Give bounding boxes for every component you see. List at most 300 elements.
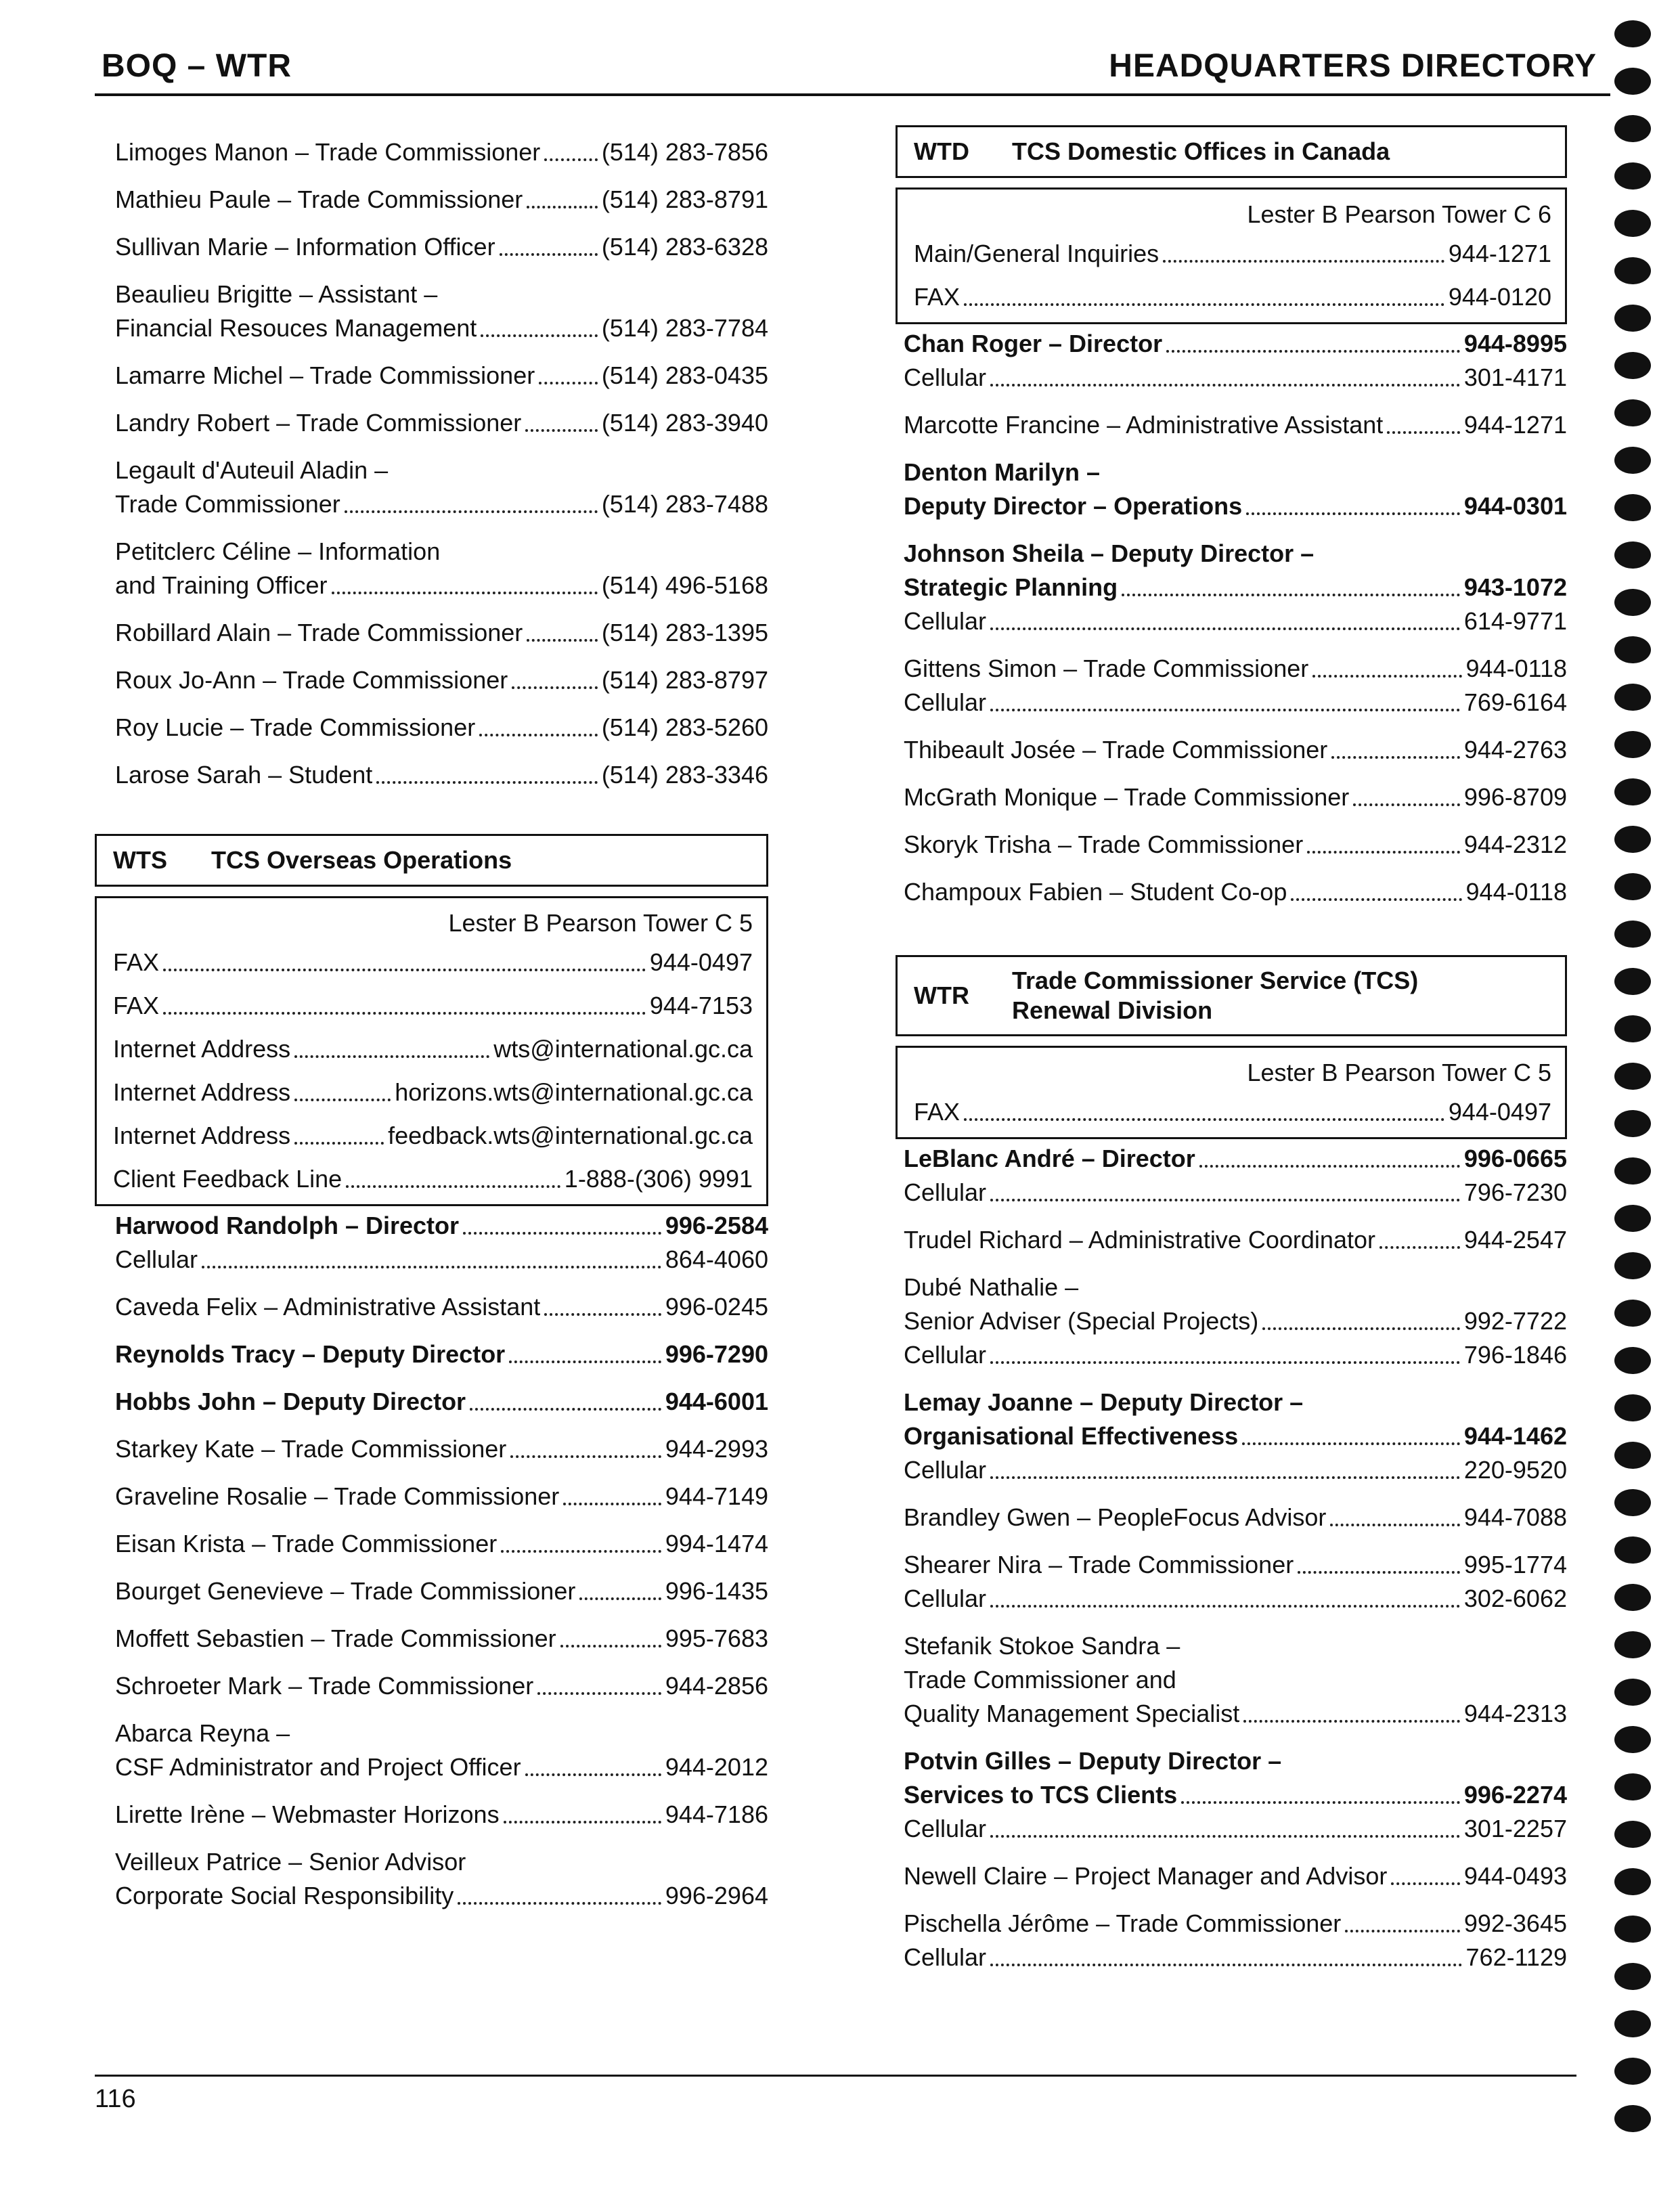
wtr-entry-row-value: 992-7722: [1463, 1307, 1567, 1335]
wts-entry-row-leader: [501, 1550, 661, 1553]
wts-entry-row-leader: [504, 1821, 661, 1823]
wtr-entry-row-label: Senior Adviser (Special Projects): [904, 1307, 1259, 1335]
wtd-box-row-value: 944-1271: [1448, 240, 1551, 267]
wtr-entry-row: [904, 1223, 1567, 1257]
montreal-entry-row-value: (514) 283-6328: [601, 233, 768, 261]
wtr-cellular-row: [904, 1812, 1567, 1846]
wtr-entry-row-leader: [1243, 1720, 1460, 1723]
wtd-entry-line: Denton Marilyn –: [904, 458, 1101, 486]
binding-hole: [1614, 1963, 1651, 1990]
wtr-entry-row: [904, 1304, 1567, 1338]
wtr-entry: [904, 1548, 1567, 1616]
wtd-entry-row-label: Champoux Fabien – Student Co-op: [904, 878, 1287, 906]
wtd-entry-row-label: Skoryk Trisha – Trade Commissioner: [904, 831, 1304, 858]
wts-entry: [115, 1290, 768, 1324]
wtr-entry-row: [904, 1142, 1567, 1176]
wtd-entry-row: [904, 780, 1567, 814]
wtr-code: WTR: [914, 981, 969, 1009]
wts-box-row-value: horizons.wts@international.gc.ca: [395, 1078, 753, 1106]
montreal-entry-row-leader: [332, 592, 598, 594]
wtr-title-line1: Trade Commissioner Service (TCS): [1012, 967, 1419, 994]
wtd-entry-row-value: 944-1271: [1463, 411, 1567, 439]
wts-box-row-label: Internet Address: [113, 1122, 291, 1149]
wts-entry-row-value: 944-7149: [665, 1482, 768, 1510]
cellular-leader: [990, 1361, 1460, 1364]
wtd-entry-row: [904, 489, 1567, 523]
montreal-entry-row: [115, 663, 768, 697]
wtd-entry-row-label: McGrath Monique – Trade Commissioner: [904, 783, 1350, 811]
wts-entry-line: Abarca Reyna –: [115, 1719, 290, 1747]
montreal-entry-row-value: (514) 283-8791: [601, 185, 768, 213]
wtr-entry-row: [904, 1778, 1567, 1812]
montreal-entry-row-value: (514) 283-8797: [601, 666, 768, 694]
wtr-cellular-row: [904, 1453, 1567, 1487]
wtd-box-row-leader: [1163, 260, 1444, 263]
cellular-label: Cellular: [904, 607, 987, 635]
wts-entries: [115, 1209, 768, 1913]
montreal-entry: [115, 454, 768, 521]
cellular-value: 302-6062: [1463, 1585, 1567, 1612]
wtr-cellular-row: [904, 1582, 1567, 1616]
wtd-code: WTD: [914, 137, 969, 165]
wts-code: WTS: [113, 846, 167, 874]
wtr-entry-row: [904, 1907, 1567, 1941]
wts-entry-row: [115, 1879, 768, 1913]
wts-cellular-row: [115, 1243, 768, 1277]
montreal-entry-row-value: (514) 283-5260: [601, 713, 768, 741]
montreal-entry: [115, 616, 768, 650]
wtr-entry: [904, 1501, 1567, 1534]
wtd-entry: [904, 537, 1567, 638]
wts-box-row-label: FAX: [113, 992, 160, 1019]
wtd-entry-row-leader: [1122, 594, 1460, 596]
wts-entry-row: [115, 1337, 768, 1371]
binding-hole: [1614, 20, 1651, 47]
wtr-entry-row-label: Newell Claire – Project Manager and Advisor: [904, 1862, 1388, 1890]
wts-box-row-leader: [294, 1099, 391, 1101]
wtr-entry-line: Trade Commissioner and: [904, 1666, 1176, 1694]
wts-entry: [115, 1385, 768, 1419]
wtd-cellular-row: [904, 361, 1567, 395]
cellular-label: Cellular: [904, 1341, 987, 1369]
wtr-cellular-row: [904, 1338, 1567, 1372]
wts-entry-row: [115, 1574, 768, 1608]
left-column: [115, 135, 768, 1913]
binding-hole: [1614, 589, 1651, 616]
wtr-entry-row-value: 944-1462: [1463, 1422, 1567, 1450]
binding-hole: [1614, 1252, 1651, 1279]
wtd-box-row-label: Main/General Inquiries: [914, 240, 1160, 267]
montreal-entry-row-leader: [512, 686, 598, 689]
cellular-leader: [990, 1199, 1460, 1201]
binding-hole: [1614, 1679, 1651, 1706]
wtd-entry-row-value: 944-2312: [1463, 831, 1567, 858]
wts-entry-row: [115, 1669, 768, 1703]
wts-entry-row-label: Graveline Rosalie – Trade Commissioner: [115, 1482, 560, 1510]
cellular-label: Cellular: [904, 1815, 987, 1842]
montreal-entry: [115, 230, 768, 264]
binding-hole: [1614, 1205, 1651, 1232]
wtr-entry-row-leader: [1330, 1524, 1460, 1526]
wts-entry-row-leader: [563, 1503, 661, 1505]
montreal-entry-row: [115, 758, 768, 792]
montreal-entry-row: [115, 183, 768, 217]
wtr-entry-row-value: 996-2274: [1463, 1781, 1567, 1809]
wts-entry: [115, 1845, 768, 1913]
montreal-entry-row: [115, 487, 768, 521]
wtd-location: Lester B Pearson Tower C 6: [1247, 200, 1551, 228]
wts-entry-row-leader: [537, 1692, 661, 1695]
wtr-entry-row-leader: [1379, 1246, 1460, 1249]
binding-hole: [1614, 1536, 1651, 1564]
wts-box-row-value: wts@international.gc.ca: [493, 1035, 753, 1063]
binding-hole: [1614, 1584, 1651, 1611]
wts-box-row-label: FAX: [113, 948, 160, 976]
wts-entry-row-value: 944-7186: [665, 1800, 768, 1828]
binding-hole: [1614, 731, 1651, 758]
wtd-entry: [904, 456, 1567, 523]
wts-location: Lester B Pearson Tower C 5: [448, 909, 753, 937]
page-header-right: HEADQUARTERS DIRECTORY: [1109, 48, 1597, 84]
wts-box-row-leader: [346, 1185, 560, 1188]
montreal-entry-row-value: (514) 283-3940: [601, 409, 768, 437]
cellular-value: 769-6164: [1463, 688, 1567, 716]
binding-hole: [1614, 541, 1651, 569]
wts-entry-row-label: Moffett Sebastien – Trade Commissioner: [115, 1624, 556, 1652]
wts-entry-row-value: 944-6001: [665, 1388, 768, 1415]
wts-entry-row-leader: [509, 1361, 661, 1363]
cellular-label: Cellular: [904, 363, 987, 391]
wtr-cellular-row: [904, 1941, 1567, 1974]
wtr-location: Lester B Pearson Tower C 5: [1247, 1059, 1551, 1086]
wtr-entry: [904, 1744, 1567, 1846]
wts-entry-row-leader: [470, 1408, 661, 1411]
cellular-value: 796-1846: [1463, 1341, 1567, 1369]
montreal-entry: [115, 135, 768, 169]
wtd-entry: [904, 327, 1567, 395]
montreal-entries: [115, 135, 768, 792]
wts-entry: [115, 1209, 768, 1277]
wtd-section-header: [896, 125, 1567, 178]
wts-box-row: [113, 989, 753, 1023]
cellular-leader: [990, 627, 1460, 630]
wts-entry-row-label: Starkey Kate – Trade Commissioner: [115, 1435, 507, 1463]
montreal-entry-row-value: (514) 283-3346: [601, 761, 768, 789]
wts-entry: [115, 1669, 768, 1703]
wtr-entry: [904, 1270, 1567, 1372]
wts-box-row-leader: [294, 1142, 384, 1145]
montreal-entry-row-label: Landry Robert – Trade Commissioner: [115, 409, 522, 437]
wts-entry-row-value: 944-2856: [665, 1672, 768, 1700]
binding-hole: [1614, 305, 1651, 332]
wts-entry-row: [115, 1798, 768, 1832]
cellular-label: Cellular: [904, 688, 987, 716]
binding-hole: [1614, 1821, 1651, 1848]
wtr-entry-row-label: Trudel Richard – Administrative Coordinator: [904, 1226, 1375, 1254]
wts-box-row-leader: [163, 969, 646, 971]
wtr-entry-row-leader: [1345, 1930, 1460, 1932]
wtd-entry-row-leader: [1246, 512, 1460, 515]
wts-entry-line: Veilleux Patrice – Senior Advisor: [115, 1848, 466, 1876]
montreal-entry-row-leader: [500, 253, 598, 256]
wts-info-box: [95, 896, 768, 1206]
wts-entry: [115, 1480, 768, 1513]
montreal-entry-row: [115, 569, 768, 602]
montreal-entry-row-leader: [527, 206, 598, 208]
binding-hole: [1614, 2010, 1651, 2037]
montreal-entry-row-leader: [539, 382, 598, 384]
montreal-entry-row: [115, 711, 768, 745]
wts-entry-row-value: 996-0245: [665, 1293, 768, 1321]
wtd-entry-row-label: Strategic Planning: [904, 573, 1118, 601]
wtr-entry: [904, 1859, 1567, 1893]
wtr-entry-row-label: Pischella Jérôme – Trade Commissioner: [904, 1909, 1342, 1937]
wtr-entry-row-value: 944-2313: [1463, 1700, 1567, 1727]
wtr-entry-row-value: 944-0493: [1463, 1862, 1567, 1890]
wtr-entry-row-value: 944-7088: [1463, 1503, 1567, 1531]
wts-entry-row: [115, 1527, 768, 1561]
wtd-box-row-leader: [964, 303, 1444, 306]
wts-entry-row-value: 996-1435: [665, 1577, 768, 1605]
wtr-entry-row-value: 992-3645: [1463, 1909, 1567, 1937]
wts-box-row-value: 944-7153: [649, 992, 753, 1019]
wtd-entry-row-label: Chan Roger – Director: [904, 330, 1163, 357]
wts-entry-row-leader: [510, 1455, 661, 1458]
wts-entry-row-leader: [458, 1902, 661, 1905]
wts-box-row-value: 944-0497: [649, 948, 753, 976]
wts-entry-row-label: Eisan Krista – Trade Commissioner: [115, 1530, 498, 1557]
montreal-entry-row: [115, 135, 768, 169]
binding-hole: [1614, 494, 1651, 521]
wts-entry-row-label: Corporate Social Responsibility: [115, 1882, 454, 1909]
page-number: 116: [95, 2085, 136, 2113]
wtr-entry-row: [904, 1697, 1567, 1731]
wtd-entry-row-leader: [1387, 431, 1460, 434]
wts-entry: [115, 1717, 768, 1784]
montreal-entry-row-value: (514) 283-7488: [601, 490, 768, 518]
cellular-leader: [990, 1476, 1460, 1479]
cellular-leader: [990, 1964, 1461, 1966]
wtd-entry-row-value: 944-0301: [1463, 492, 1567, 520]
wtd-entry-row-leader: [1312, 675, 1461, 678]
cellular-label: Cellular: [904, 1585, 987, 1612]
wts-entry: [115, 1337, 768, 1371]
wtd-entry: [904, 652, 1567, 720]
binding-hole: [1614, 1347, 1651, 1374]
wts-entry-row-value: 944-2012: [665, 1753, 768, 1781]
montreal-entry: [115, 711, 768, 745]
wtr-entry-line: Potvin Gilles – Deputy Director –: [904, 1747, 1282, 1775]
montreal-entry-row-label: Roux Jo-Ann – Trade Commissioner: [115, 666, 508, 694]
wtd-entry-line: Johnson Sheila – Deputy Director –: [904, 539, 1315, 567]
montreal-entry-row-value: (514) 283-7856: [601, 138, 768, 166]
wtr-entry-row-leader: [1262, 1327, 1460, 1330]
cellular-label: Cellular: [115, 1245, 198, 1273]
wtd-entry-row: [904, 408, 1567, 442]
binding-hole: [1614, 1631, 1651, 1658]
wts-entry-row: [115, 1622, 768, 1656]
wtr-entry-row-value: 944-2547: [1463, 1226, 1567, 1254]
wts-section-header: [95, 834, 768, 887]
montreal-entry: [115, 183, 768, 217]
wts-entry-row-label: Harwood Randolph – Director: [115, 1212, 460, 1239]
montreal-entry-row: [115, 359, 768, 393]
binding-hole: [1614, 873, 1651, 900]
cellular-value: 614-9771: [1463, 607, 1567, 635]
wts-entry-row-label: Hobbs John – Deputy Director: [115, 1388, 466, 1415]
wts-entry: [115, 1574, 768, 1608]
wts-entry-row-value: 996-2584: [665, 1212, 768, 1239]
montreal-entry-row-value: (514) 283-7784: [601, 314, 768, 342]
wtd-entry-row-label: Thibeault Josée – Trade Commissioner: [904, 736, 1328, 764]
cellular-label: Cellular: [904, 1456, 987, 1484]
wts-box-row-leader: [163, 1012, 646, 1015]
wtr-entry-line: Lemay Joanne – Deputy Director –: [904, 1388, 1304, 1416]
wts-entry-row-leader: [544, 1313, 661, 1316]
wts-entry: [115, 1798, 768, 1832]
wtd-entry-row-leader: [1331, 756, 1460, 759]
wts-box-row-label: Client Feedback Line: [113, 1165, 343, 1193]
wtr-entry-row: [904, 1859, 1567, 1893]
binding-hole: [1614, 162, 1651, 190]
montreal-entry-row-leader: [544, 158, 598, 161]
wtd-title: TCS Domestic Offices in Canada: [1012, 137, 1390, 165]
montreal-entry-row-label: Limoges Manon – Trade Commissioner: [115, 138, 541, 166]
wtd-box-row-value: 944-0120: [1448, 283, 1551, 311]
wtr-entry-row-label: LeBlanc André – Director: [904, 1145, 1195, 1172]
binding-hole: [1614, 257, 1651, 284]
wtr-entry-row-label: Shearer Nira – Trade Commissioner: [904, 1551, 1294, 1578]
binding-hole: [1614, 1394, 1651, 1421]
wtd-entry-row-label: Deputy Director – Operations: [904, 492, 1243, 520]
wtr-entry-row: [904, 1501, 1567, 1534]
cellular-value: 796-7230: [1463, 1178, 1567, 1206]
wts-box-row: [113, 946, 753, 979]
wts-entry-row-label: Bourget Genevieve – Trade Commissioner: [115, 1577, 576, 1605]
wtd-entry-row-value: 944-2763: [1463, 736, 1567, 764]
cellular-leader: [202, 1266, 661, 1268]
wtr-entry-row-leader: [1181, 1801, 1460, 1804]
wtd-box-row: [914, 280, 1551, 314]
wts-entry-row-leader: [560, 1645, 661, 1647]
binding-hole: [1614, 399, 1651, 426]
wts-entry: [115, 1432, 768, 1466]
cellular-label: Cellular: [904, 1943, 987, 1971]
wts-box-row-value: 1-888-(306) 9991: [564, 1165, 753, 1193]
montreal-entry-line: Petitclerc Céline – Information: [115, 537, 441, 565]
wts-box-row: [113, 1076, 753, 1109]
wtd-entry-row-leader: [1166, 350, 1460, 353]
wtd-entry: [904, 875, 1567, 909]
montreal-entry-row-label: Larose Sarah – Student: [115, 761, 373, 789]
wtd-entry-row: [904, 733, 1567, 767]
binding-hole: [1614, 447, 1651, 474]
montreal-entry-row: [115, 311, 768, 345]
montreal-entry-row-leader: [345, 510, 598, 513]
binding-hole: [1614, 826, 1651, 853]
montreal-entry: [115, 758, 768, 792]
binding-hole: [1614, 1726, 1651, 1753]
binding-hole: [1614, 684, 1651, 711]
wtr-entry-row: [904, 1419, 1567, 1453]
wtd-entry-row: [904, 875, 1567, 909]
wts-entry-row-label: Reynolds Tracy – Deputy Director: [115, 1340, 506, 1368]
wts-title: TCS Overseas Operations: [211, 846, 512, 874]
wts-box-row-leader: [294, 1055, 489, 1058]
binding-hole: [1614, 68, 1651, 95]
wtr-entry-row-label: Quality Management Specialist: [904, 1700, 1240, 1727]
binding-hole: [1614, 636, 1651, 663]
wts-entry-row-label: Schroeter Mark – Trade Commissioner: [115, 1672, 534, 1700]
montreal-entry-row-label: Robillard Alain – Trade Commissioner: [115, 619, 523, 646]
footer-rule: [95, 2075, 1576, 2077]
wts-entry-row-label: Lirette Irène – Webmaster Horizons: [115, 1800, 500, 1828]
montreal-entry-row-value: (514) 496-5168: [601, 571, 768, 599]
wts-entry-row: [115, 1432, 768, 1466]
cellular-leader: [990, 1835, 1460, 1838]
montreal-entry-row-leader: [525, 429, 598, 432]
montreal-entry-row-label: and Training Officer: [115, 571, 328, 599]
wtr-info-box: [896, 1046, 1567, 1139]
wts-entry-row-value: 995-7683: [665, 1624, 768, 1652]
montreal-entry-row-leader: [527, 639, 598, 642]
binding-hole: [1614, 921, 1651, 948]
wts-entry-row-value: 994-1474: [665, 1530, 768, 1557]
binding-hole: [1614, 115, 1651, 142]
cellular-value: 864-4060: [665, 1245, 768, 1273]
wtr-entry-row-value: 996-0665: [1463, 1145, 1567, 1172]
wtd-entry: [904, 828, 1567, 862]
montreal-entry-row-leader: [481, 334, 598, 337]
wts-box-row: [113, 1162, 753, 1196]
montreal-entry: [115, 278, 768, 345]
wtd-entry-row-value: 943-1072: [1463, 573, 1567, 601]
wtd-entry-row-leader: [1353, 803, 1460, 806]
montreal-entry-row-label: Financial Resouces Management: [115, 314, 477, 342]
wtd-cellular-row: [904, 686, 1567, 720]
binding-hole: [1614, 1157, 1651, 1185]
right-column: [904, 125, 1567, 1974]
wtd-entry-row-value: 944-0118: [1465, 655, 1567, 682]
wtd-entry-row-value: 996-8709: [1463, 783, 1567, 811]
montreal-entry-row-label: Roy Lucie – Trade Commissioner: [115, 713, 476, 741]
wtd-entry-row: [904, 327, 1567, 361]
wtd-entry-row-label: Marcotte Francine – Administrative Assistant: [904, 411, 1384, 439]
cellular-leader: [990, 709, 1460, 711]
header-rule: [95, 93, 1610, 96]
wtr-entry: [904, 1907, 1567, 1974]
wtr-entry-line: Stefanik Stokoe Sandra –: [904, 1632, 1180, 1660]
wts-box-row-label: Internet Address: [113, 1035, 291, 1063]
wtr-entry: [904, 1223, 1567, 1257]
binding-hole: [1614, 1868, 1651, 1895]
wts-entry-row-leader: [579, 1597, 661, 1600]
wtd-entry: [904, 408, 1567, 442]
montreal-entry: [115, 663, 768, 697]
wtd-entry-row-leader: [1291, 898, 1461, 901]
binding-hole: [1614, 1773, 1651, 1800]
montreal-entry-row: [115, 230, 768, 264]
wtd-entry-row: [904, 652, 1567, 686]
montreal-entry-row-label: Lamarre Michel – Trade Commissioner: [115, 361, 535, 389]
montreal-entry-row-leader: [376, 781, 598, 784]
wtr-box-row-leader: [964, 1118, 1444, 1121]
montreal-entry-row-label: Sullivan Marie – Information Officer: [115, 233, 495, 261]
binding-hole: [1614, 1015, 1651, 1042]
wts-box-row: [113, 1119, 753, 1153]
binding-hole: [1614, 210, 1651, 237]
wtr-entry-row-leader: [1298, 1571, 1460, 1574]
